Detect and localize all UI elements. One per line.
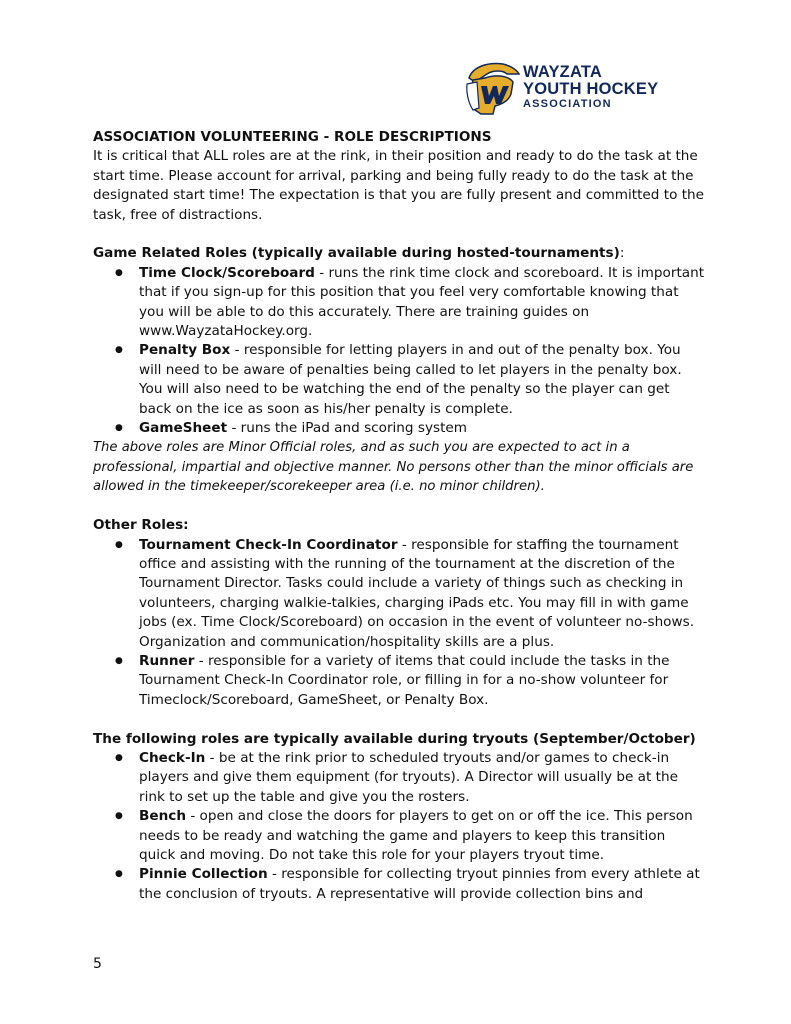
tryout-roles-list [93,749,705,904]
list-item [93,652,705,710]
list-item [93,749,705,807]
heading-colon: : [619,245,625,262]
role-description: - responsible for letting players in and out of the penalty box. You will need to be aware of penalties being called to let players in the penalty box. You will also need to be watching the end of the penalty so the player can get back on the ice as soon as his/her penalty is complete. [139,342,682,417]
logo-line-3: ASSOCIATION [523,98,612,110]
logo-line-2: YOUTH HOCKEY [523,79,659,98]
list-item [93,419,705,438]
game-roles-heading-text: Game Related Roles (typically available during hosted-tournaments) [93,245,620,262]
logo-line-1: WAYZATA [523,63,603,81]
role-name: Penalty Box [139,342,231,359]
role-name: GameSheet [139,420,228,437]
role-name: Bench [139,808,186,825]
list-item [93,807,705,865]
logo-wordmark [523,64,658,110]
page-title: ASSOCIATION VOLUNTEERING - ROLE DESCRIPTIONS [93,129,492,145]
page-number: 5 [93,956,102,972]
role-description: - responsible for staffing the tournament office and assisting with the running of the tournament at the discretion of the Tournament Director. Tasks could include a variety of things such as checking in volunteers, charging walkie-talkies, charging iPads etc. You may fill in with game jobs (ex. Time Clock/Scoreboard) on occasion in the event of volunteer no-shows. Organization and communication/hospitality skills are a plus. [139,536,695,650]
role-name: Runner [139,652,195,669]
list-item [93,341,705,419]
role-description: - be at the rink prior to scheduled tryouts and/or games to check-in players and give them equipment (for tryouts). A Director will usually be at the rink to set up the table and give you the rosters. [139,749,678,805]
role-description: - runs the rink time clock and scoreboard. It is important that if you sign-up for this position that you feel very comfortable knowing that you will be able to do this accurately. There are training guides on www.WayzataHockey.org. [139,264,705,340]
tryout-roles-heading: The following roles are typically available during tryouts (September/October) [93,730,696,747]
role-name: Time Clock/Scoreboard [139,264,315,281]
role-name: Check-In [139,749,206,766]
other-roles-heading: Other Roles: [93,517,189,534]
warrior-helmet-icon [463,60,521,116]
wayzata-logo [463,60,663,116]
role-description: - responsible for a variety of items that could include the tasks in the Tournament Check-In Coordinator role, or filling in for a no-show volunteer for Timeclock/Scoreboard, GameSheet, or Penalty Box. [139,652,670,708]
game-roles-list [93,264,705,439]
list-item [93,536,705,652]
role-description: - open and close the doors for players to get on or off the ice. This person needs to be ready and watching the game and players to keep this transition quick and moving. Do not take this role for your players tryout time. [139,808,693,863]
document-body [93,128,705,904]
role-name: Tournament Check-In Coordinator [139,536,398,553]
list-item [93,264,705,342]
minor-official-note: The above roles are Minor Official roles, and as such you are expected to act in a professional, impartial and objective manner. No persons other than the minor officials are allowed in the timekeeper/scorekeeper area (i.e. no minor children). [93,440,694,495]
role-description: - responsible for collecting tryout pinnies from every athlete at the conclusion of tryouts. A representative will provide collection bins and [139,866,700,902]
other-roles-list [93,536,705,711]
role-description: - runs the iPad and scoring system [227,420,468,437]
game-roles-heading [93,244,705,263]
role-name: Pinnie Collection [139,866,268,883]
list-item [93,865,705,904]
intro-paragraph: It is critical that ALL roles are at the rink, in their position and ready to do the task at the start time. Please account for arrival, parking and being fully ready to do the task at the designated start time! The expectation is that you are fully present and committed to the task, free of distractions. [93,148,705,223]
